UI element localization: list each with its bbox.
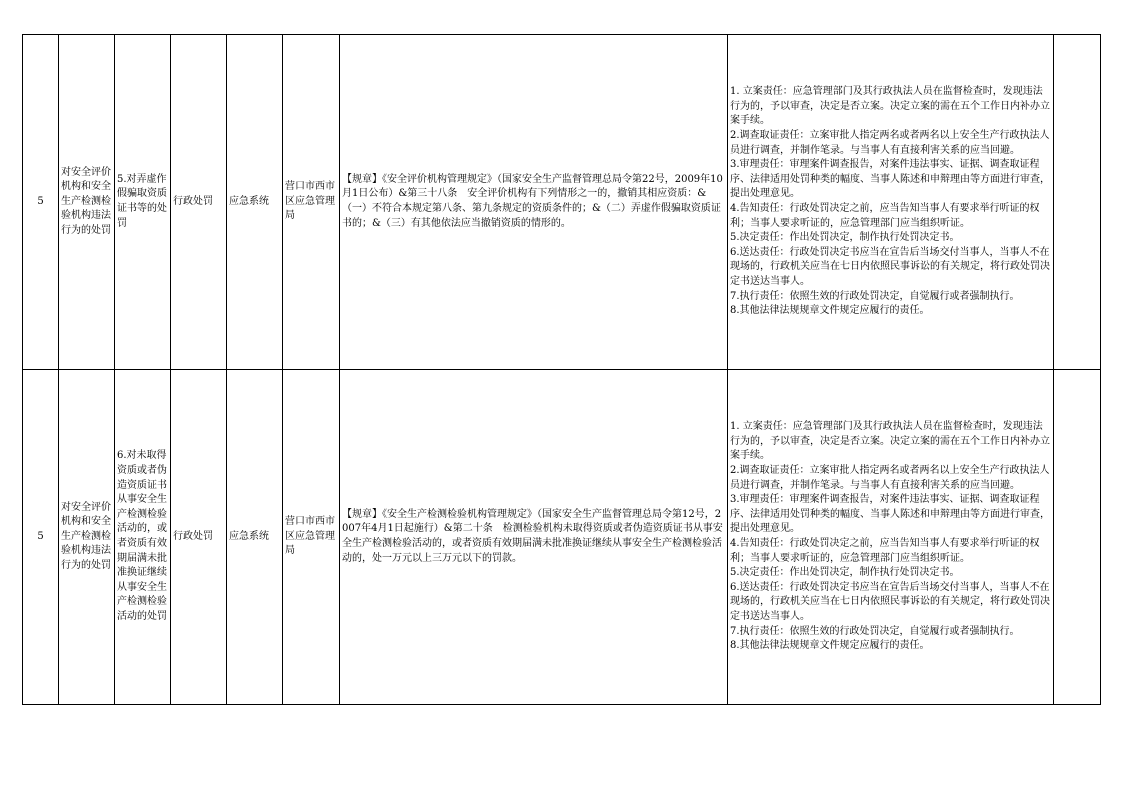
responsibility-item: 2.调查取证责任：立案审批人指定两名或者两名以上安全生产行政执法人员进行调查，并制作笔录。与当事人有直接利害关系的应当回避。 [730, 130, 1050, 156]
system-name: 应急系统 [227, 35, 283, 370]
row-number: 5 [23, 370, 59, 705]
responsibility-item: 5.决定责任：作出处罚决定，制作执行处罚决定书。 [730, 232, 960, 244]
responsibility-item: 5.决定责任：作出处罚决定，制作执行处罚决定书。 [730, 567, 960, 579]
row-number: 5 [23, 35, 59, 370]
responsibility-list [728, 370, 1054, 705]
responsibility-item: 3.审理责任：审理案件调查报告，对案件违法事实、证据、调查取证程序、法律适用处罚种类的幅度、当事人陈述和申辩理由等方面进行审查，提出处理意见。 [730, 494, 1050, 535]
system-name: 应急系统 [227, 370, 283, 705]
power-type: 行政处罚 [171, 370, 227, 705]
responsibility-item: 6.送达责任：行政处罚决定书应当在宣告后当场交付当事人，当事人不在现场的，行政机关应当在七日内依照民事诉讼的有关规定，将行政处罚决定书送达当事人。 [730, 246, 1050, 287]
power-type: 行政处罚 [171, 35, 227, 370]
responsibility-item: 3.审理责任：审理案件调查报告，对案件违法事实、证据、调查取证程序、法律适用处罚种类的幅度、当事人陈述和申辩理由等方面进行审查，提出处理意见。 [730, 159, 1050, 200]
responsibility-item: 4.告知责任：行政处罚决定之前，应当告知当事人有要求举行听证的权利；当事人要求听证的，应急管理部门应当组织听证。 [730, 203, 1040, 229]
responsibility-item: 8.其他法律法规规章文件规定应履行的责任。 [730, 640, 930, 652]
remark [1054, 35, 1101, 370]
responsibility-item: 7.执行责任：依照生效的行政处罚决定，自觉履行或者强制执行。 [730, 290, 1020, 302]
legal-basis: 【规章】《安全评价机构管理规定》（国家安全生产监督管理总局令第22号，2009年10月1日公布）&第三十八条 安全评价机构有下列情形之一的，撤销其相应资质：&（一）不符合本规定第八条、第九条规定的资质条件的；&（二）弄虚作假骗取资质证书的；&（三）有其他依法应当撤销资质的情形的。 [340, 35, 728, 370]
sub-item-name: 5.对弄虚作假骗取资质证书等的处罚 [115, 35, 171, 370]
responsibility-item: 7.执行责任：依照生效的行政处罚决定，自觉履行或者强制执行。 [730, 625, 1020, 637]
responsibility-item: 4.告知责任：行政处罚决定之前，应当告知当事人有要求举行听证的权利；当事人要求听证的，应急管理部门应当组织听证。 [730, 538, 1040, 564]
responsibility-list [728, 35, 1054, 370]
sub-item-name: 6.对未取得资质或者伪造资质证书从事安全生产检测检验活动的，或者资质有效期届满未批准换证继续从事安全生产检测检验活动的处罚 [115, 370, 171, 705]
document-page [22, 34, 1100, 706]
item-name: 对安全评价机构和安全生产检测检验机构违法行为的处罚 [59, 35, 115, 370]
item-name: 对安全评价机构和安全生产检测检验机构违法行为的处罚 [59, 370, 115, 705]
table-row [23, 35, 1101, 370]
responsibility-item: 1. 立案责任：应急管理部门及其行政执法人员在监督检查时，发现违法行为的，予以审查，决定是否立案。决定立案的需在五个工作日内补办立案手续。 [730, 421, 1050, 462]
legal-basis: 【规章】《安全生产检测检验机构管理规定》（国家安全生产监督管理总局令第12号，2007年4月1日起施行）&第二十条 检测检验机构未取得资质或者伪造资质证书从事安全生产检测检验活动的，或者资质有效期届满未批准换证继续从事安全生产检测检验活动的，处一万元以上三万元以下的罚款。 [340, 370, 728, 705]
implementing-department: 营口市西市区应急管理局 [283, 370, 340, 705]
responsibility-table [22, 34, 1101, 705]
table-row [23, 370, 1101, 705]
responsibility-item: 2.调查取证责任：立案审批人指定两名或者两名以上安全生产行政执法人员进行调查，并制作笔录。与当事人有直接利害关系的应当回避。 [730, 465, 1050, 491]
responsibility-item: 6.送达责任：行政处罚决定书应当在宣告后当场交付当事人，当事人不在现场的，行政机关应当在七日内依照民事诉讼的有关规定，将行政处罚决定书送达当事人。 [730, 581, 1050, 622]
responsibility-item: 8.其他法律法规规章文件规定应履行的责任。 [730, 305, 930, 317]
responsibility-item: 1. 立案责任：应急管理部门及其行政执法人员在监督检查时，发现违法行为的，予以审查，决定是否立案。决定立案的需在五个工作日内补办立案手续。 [730, 86, 1050, 127]
implementing-department: 营口市西市区应急管理局 [283, 35, 340, 370]
remark [1054, 370, 1101, 705]
